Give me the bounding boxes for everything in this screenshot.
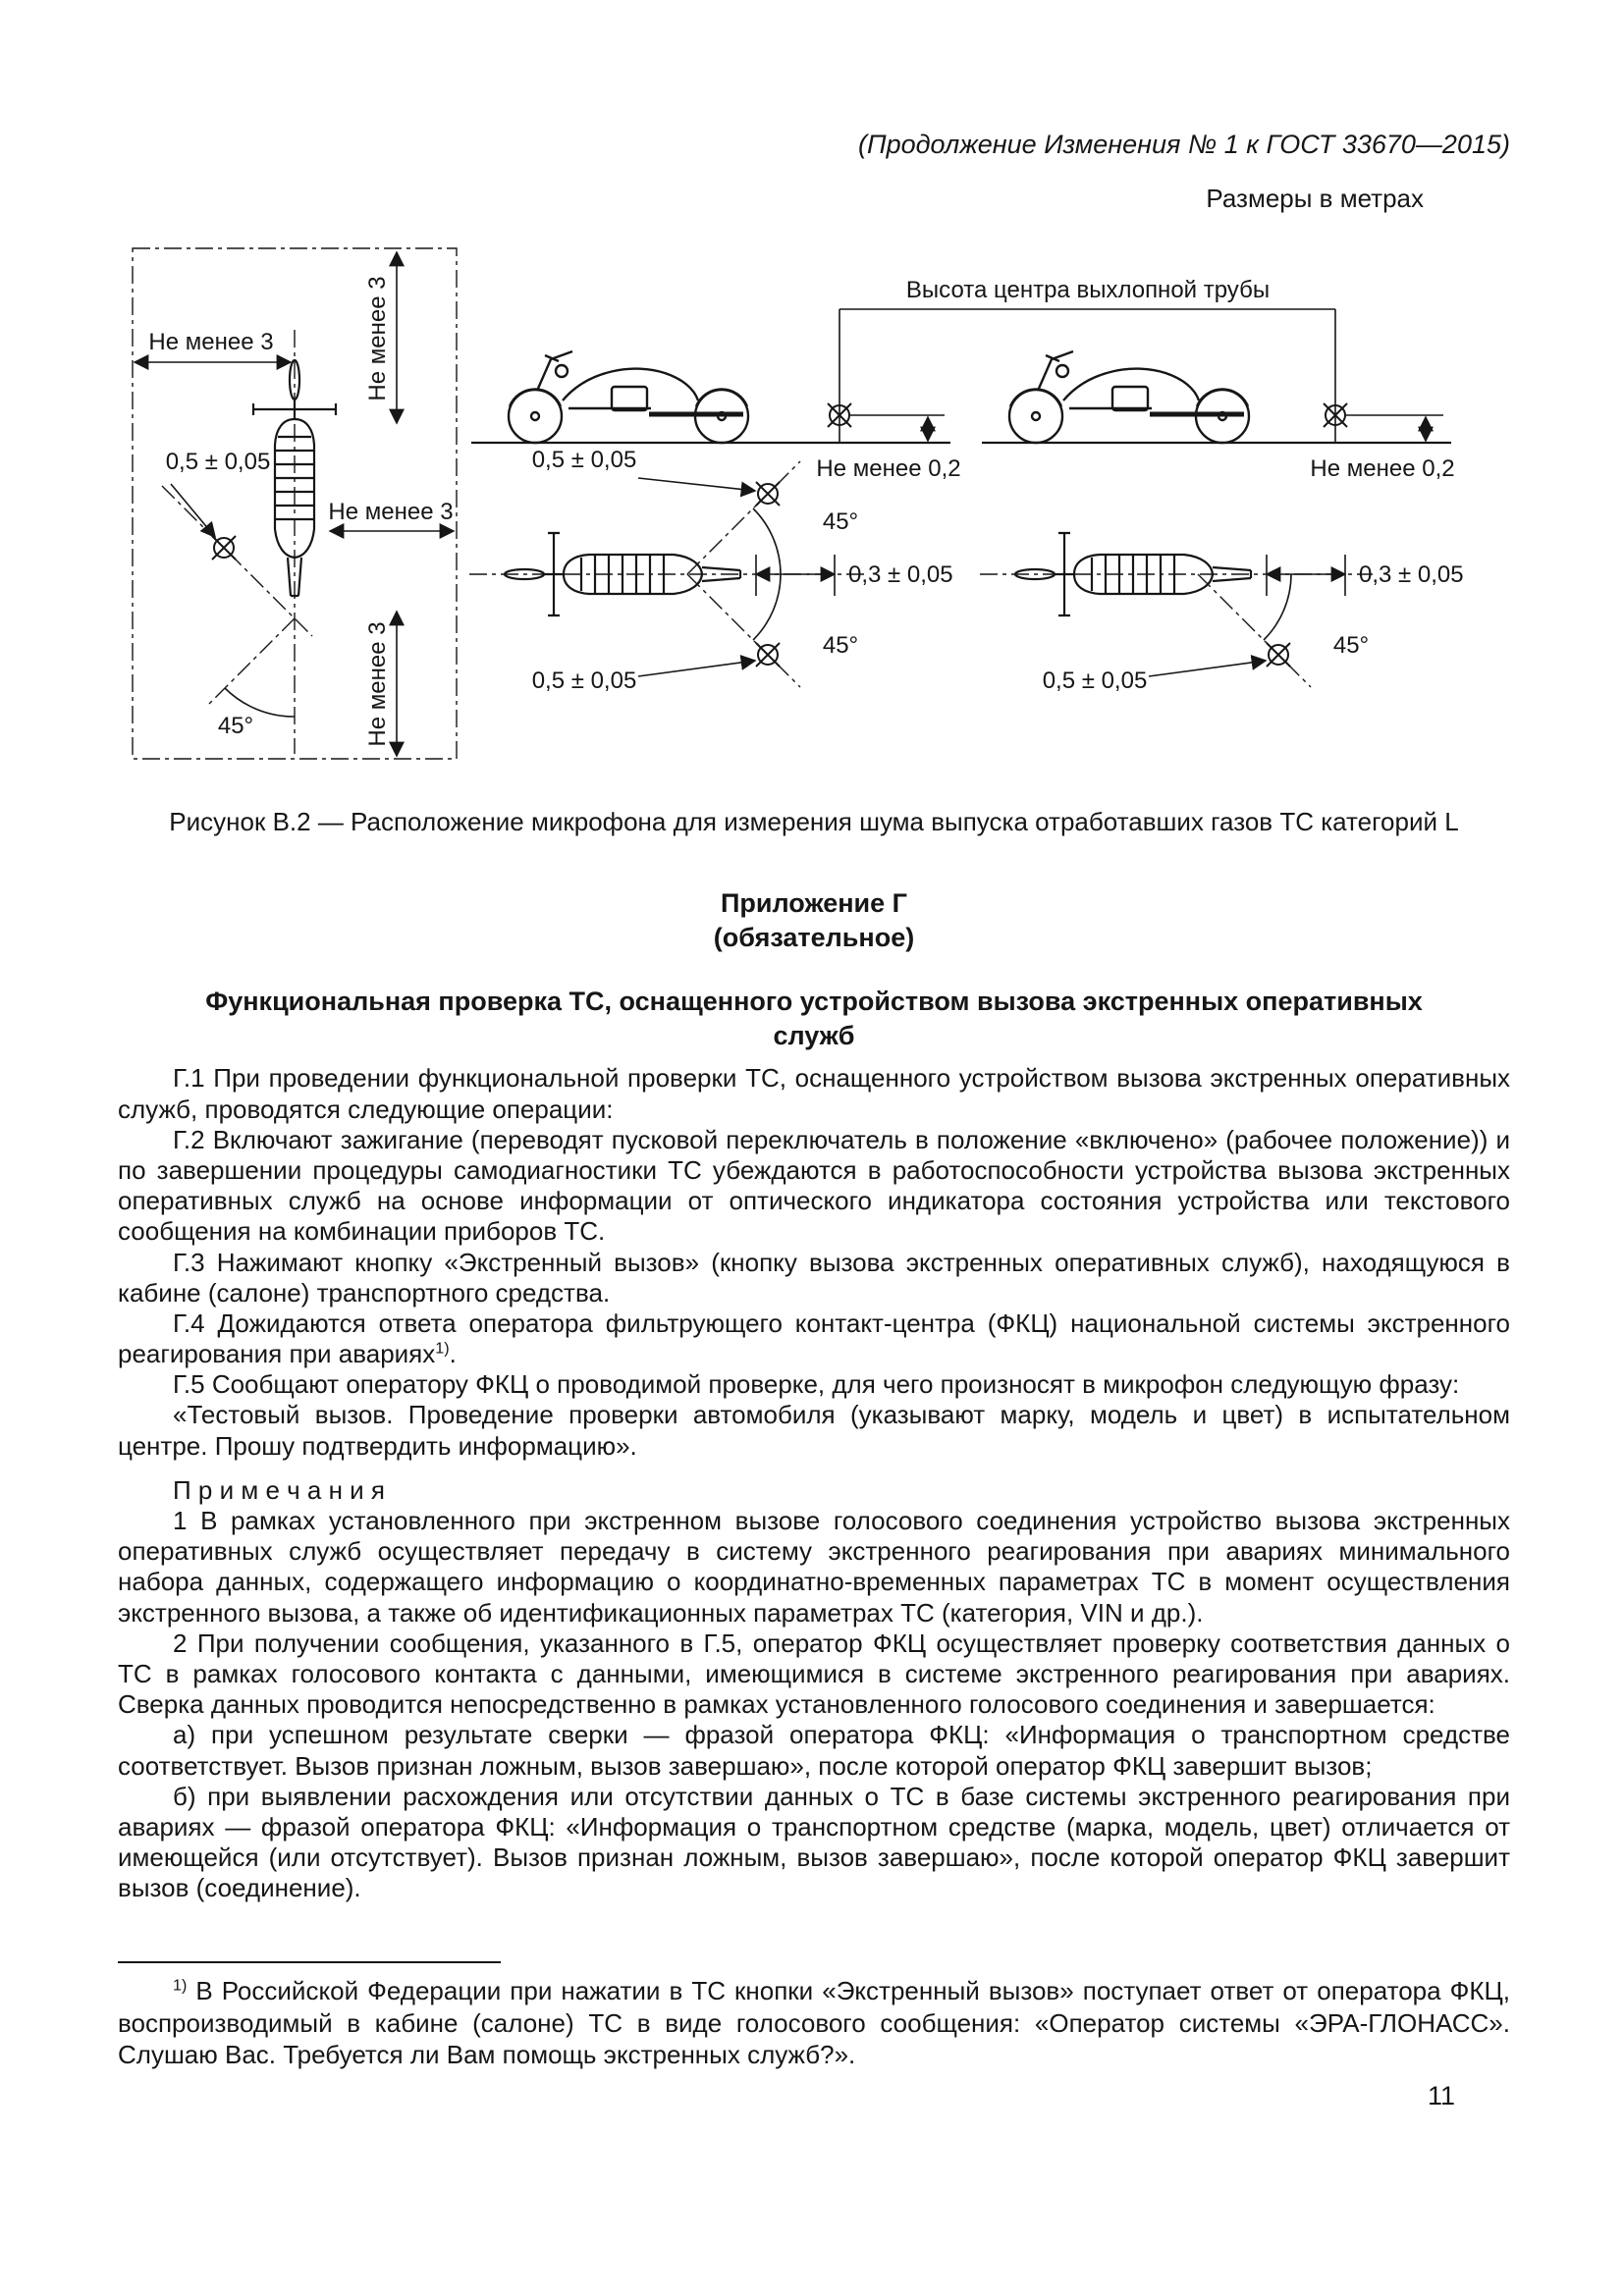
paragraph-g5: Г.5 Сообщают оператору ФКЦ о проводимой проверке, для чего произносят в микрофон следующую фразу: <box>173 1369 1460 1400</box>
angle-label: 45° <box>1332 632 1370 659</box>
note-2b: б) при выявлении расхождения или отсутствии данных о ТС в базе системы экстренного реагирования при авариях — фразой оператора ФКЦ: «Информация о транспортном средстве (марка, модель, цвет) отличается от имеющейся (или отсутствует). Вызов признан ложным, вызов завершаю», после которой оператор ФКЦ завершит вызов (соединение). <box>118 1781 1510 1903</box>
diagram-top-view-left <box>133 248 457 759</box>
dimension-label: Не менее 3 <box>364 621 391 747</box>
dimension-label: Не менее 3 <box>328 499 454 525</box>
note-1: 1 В рамках установленного при экстренном вызове голосового соединения устройство вызова экстренных оперативных служб осуществляет передачу в систему экстренного реагирования при авариях минимального набора данных, содержащего информацию о координатно-временных параметрах ТС в момент осуществления экстренного вызова, а также об идентификационных параметрах ТС (категория, VIN и др.). <box>118 1506 1510 1628</box>
appendix-subtitle: (обязательное) <box>713 923 915 953</box>
dimension-label: Не менее 0,2 <box>816 455 961 482</box>
dimension-label: 0,5 ± 0,05 <box>531 447 637 473</box>
microphone-axis-line <box>687 461 800 574</box>
footnote-reference: 1) <box>435 1339 450 1358</box>
dimension-line <box>1149 661 1266 676</box>
angle-label: 45° <box>822 508 859 535</box>
paragraph-g1: Г.1 При проведении функциональной проверки ТС, оснащенного устройством вызова экстренных оперативных служб, проводятся следующие операции: <box>118 1063 1510 1124</box>
angle-arc <box>1264 574 1291 640</box>
paragraph-g4-tail: . <box>449 1339 457 1369</box>
footnote-separator <box>118 1961 501 1963</box>
dimension-label: 0,3 ± 0,05 <box>1359 561 1464 588</box>
page-number: 11 <box>1427 2081 1455 2110</box>
microphone-axis-line <box>209 618 295 704</box>
diagram-right-group <box>980 309 1464 694</box>
continuation-header: (Продолжение Изменения № 1 к ГОСТ 33670—2015) <box>858 130 1510 159</box>
microphone-axis-line <box>687 574 800 687</box>
dimension-label: Не менее 3 <box>364 276 391 401</box>
note-2a: а) при успешном результате сверки — фразой оператора ФКЦ: «Информация о транспортном средстве соответствует. Вызов признан ложным, вызов завершаю», после которой оператор ФКЦ завершит вызов; <box>118 1720 1510 1781</box>
dimension-label: 0,5 ± 0,05 <box>531 667 637 694</box>
paragraph-g4 <box>118 1308 1510 1369</box>
dimension-line <box>638 478 755 491</box>
paragraph-g2: Г.2 Включают зажигание (переводят пусковой переключатель в положение «включено» (рабочее положение)) и по завершении процедуры самодиагностики ТС убеждаются в работоспособности устройства вызова экстренных оперативных служб на основе информации от оптического индикатора состояния устройства или текстового сообщения на комбинации приборов ТС. <box>118 1124 1510 1247</box>
footnote-marker: 1) <box>173 1976 188 1995</box>
angle-label: 45° <box>217 713 254 739</box>
paragraph-g3: Г.3 Нажимают кнопку «Экстренный вызов» (кнопку вызова экстренных оперативных служб), находящуюся в кабине (салоне) транспортного средства. <box>118 1247 1510 1308</box>
angle-arc <box>753 574 781 640</box>
appendix-title: Приложение Г <box>721 888 907 918</box>
dimension-line <box>171 484 215 537</box>
paragraph-g4-text: Г.4 Дожидаются ответа оператора фильтрующего контакт-центра (ФКЦ) национальной системы экстренного реагирования при авариях <box>118 1308 1510 1369</box>
units-note: Размеры в метрах <box>1206 184 1424 213</box>
figure-b2-drawing <box>118 224 1512 774</box>
note-2: 2 При получении сообщения, указанного в Г.5, оператор ФКЦ осуществляет проверку соответствия данных о ТС в рамках голосового контакта с данными, имеющимися в системе экстренного реагирования при авариях. Сверка данных проводится непосредственно в рамках установленного голосового соединения и завершается: <box>118 1628 1510 1720</box>
diagram-middle-group <box>469 309 961 694</box>
microphone-axis-line <box>162 486 312 636</box>
exhaust-height-label: Высота центра выхлопной трубы <box>905 277 1271 303</box>
dimension-label: Не менее 3 <box>148 329 274 355</box>
dimension-label: 0,5 ± 0,05 <box>1042 667 1148 694</box>
dimension-label: Не менее 0,2 <box>1310 455 1455 482</box>
appendix-heading: Функциональная проверка ТС, оснащенного устройством вызова экстренных оперативных служб <box>205 987 1423 1051</box>
dimension-line <box>638 661 755 676</box>
footnote-block <box>118 1961 1510 2071</box>
footnote-text <box>118 1975 1510 2071</box>
angle-label: 45° <box>822 632 859 659</box>
microphone-axis-line <box>1198 574 1311 687</box>
notes-heading: П р и м е ч а н и я <box>173 1474 385 1505</box>
angle-arc <box>753 508 781 574</box>
paragraph-test-phrase: «Тестовый вызов. Проведение проверки автомобиля (указывают марку, модель и цвет) в испытательном центре. Прошу подтвердить информацию». <box>118 1400 1510 1461</box>
figure-caption: Рисунок В.2 — Расположение микрофона для измерения шума выпуска отработавших газов ТС категорий L <box>169 807 1459 836</box>
dimension-label: 0,3 ± 0,05 <box>848 561 953 588</box>
dimension-label: 0,5 ± 0,05 <box>165 449 271 475</box>
footnote-body: В Российской Федерации при нажатии в ТС кнопки «Экстренный вызов» поступает ответ от оператора ФКЦ, воспроизводимый в кабине (салоне) ТС в виде голосового сообщения: «Оператор системы «ЭРА-ГЛОНАСС». Слушаю Вас. Требуется ли Вам помощь экстренных служб?». <box>118 1976 1510 2069</box>
